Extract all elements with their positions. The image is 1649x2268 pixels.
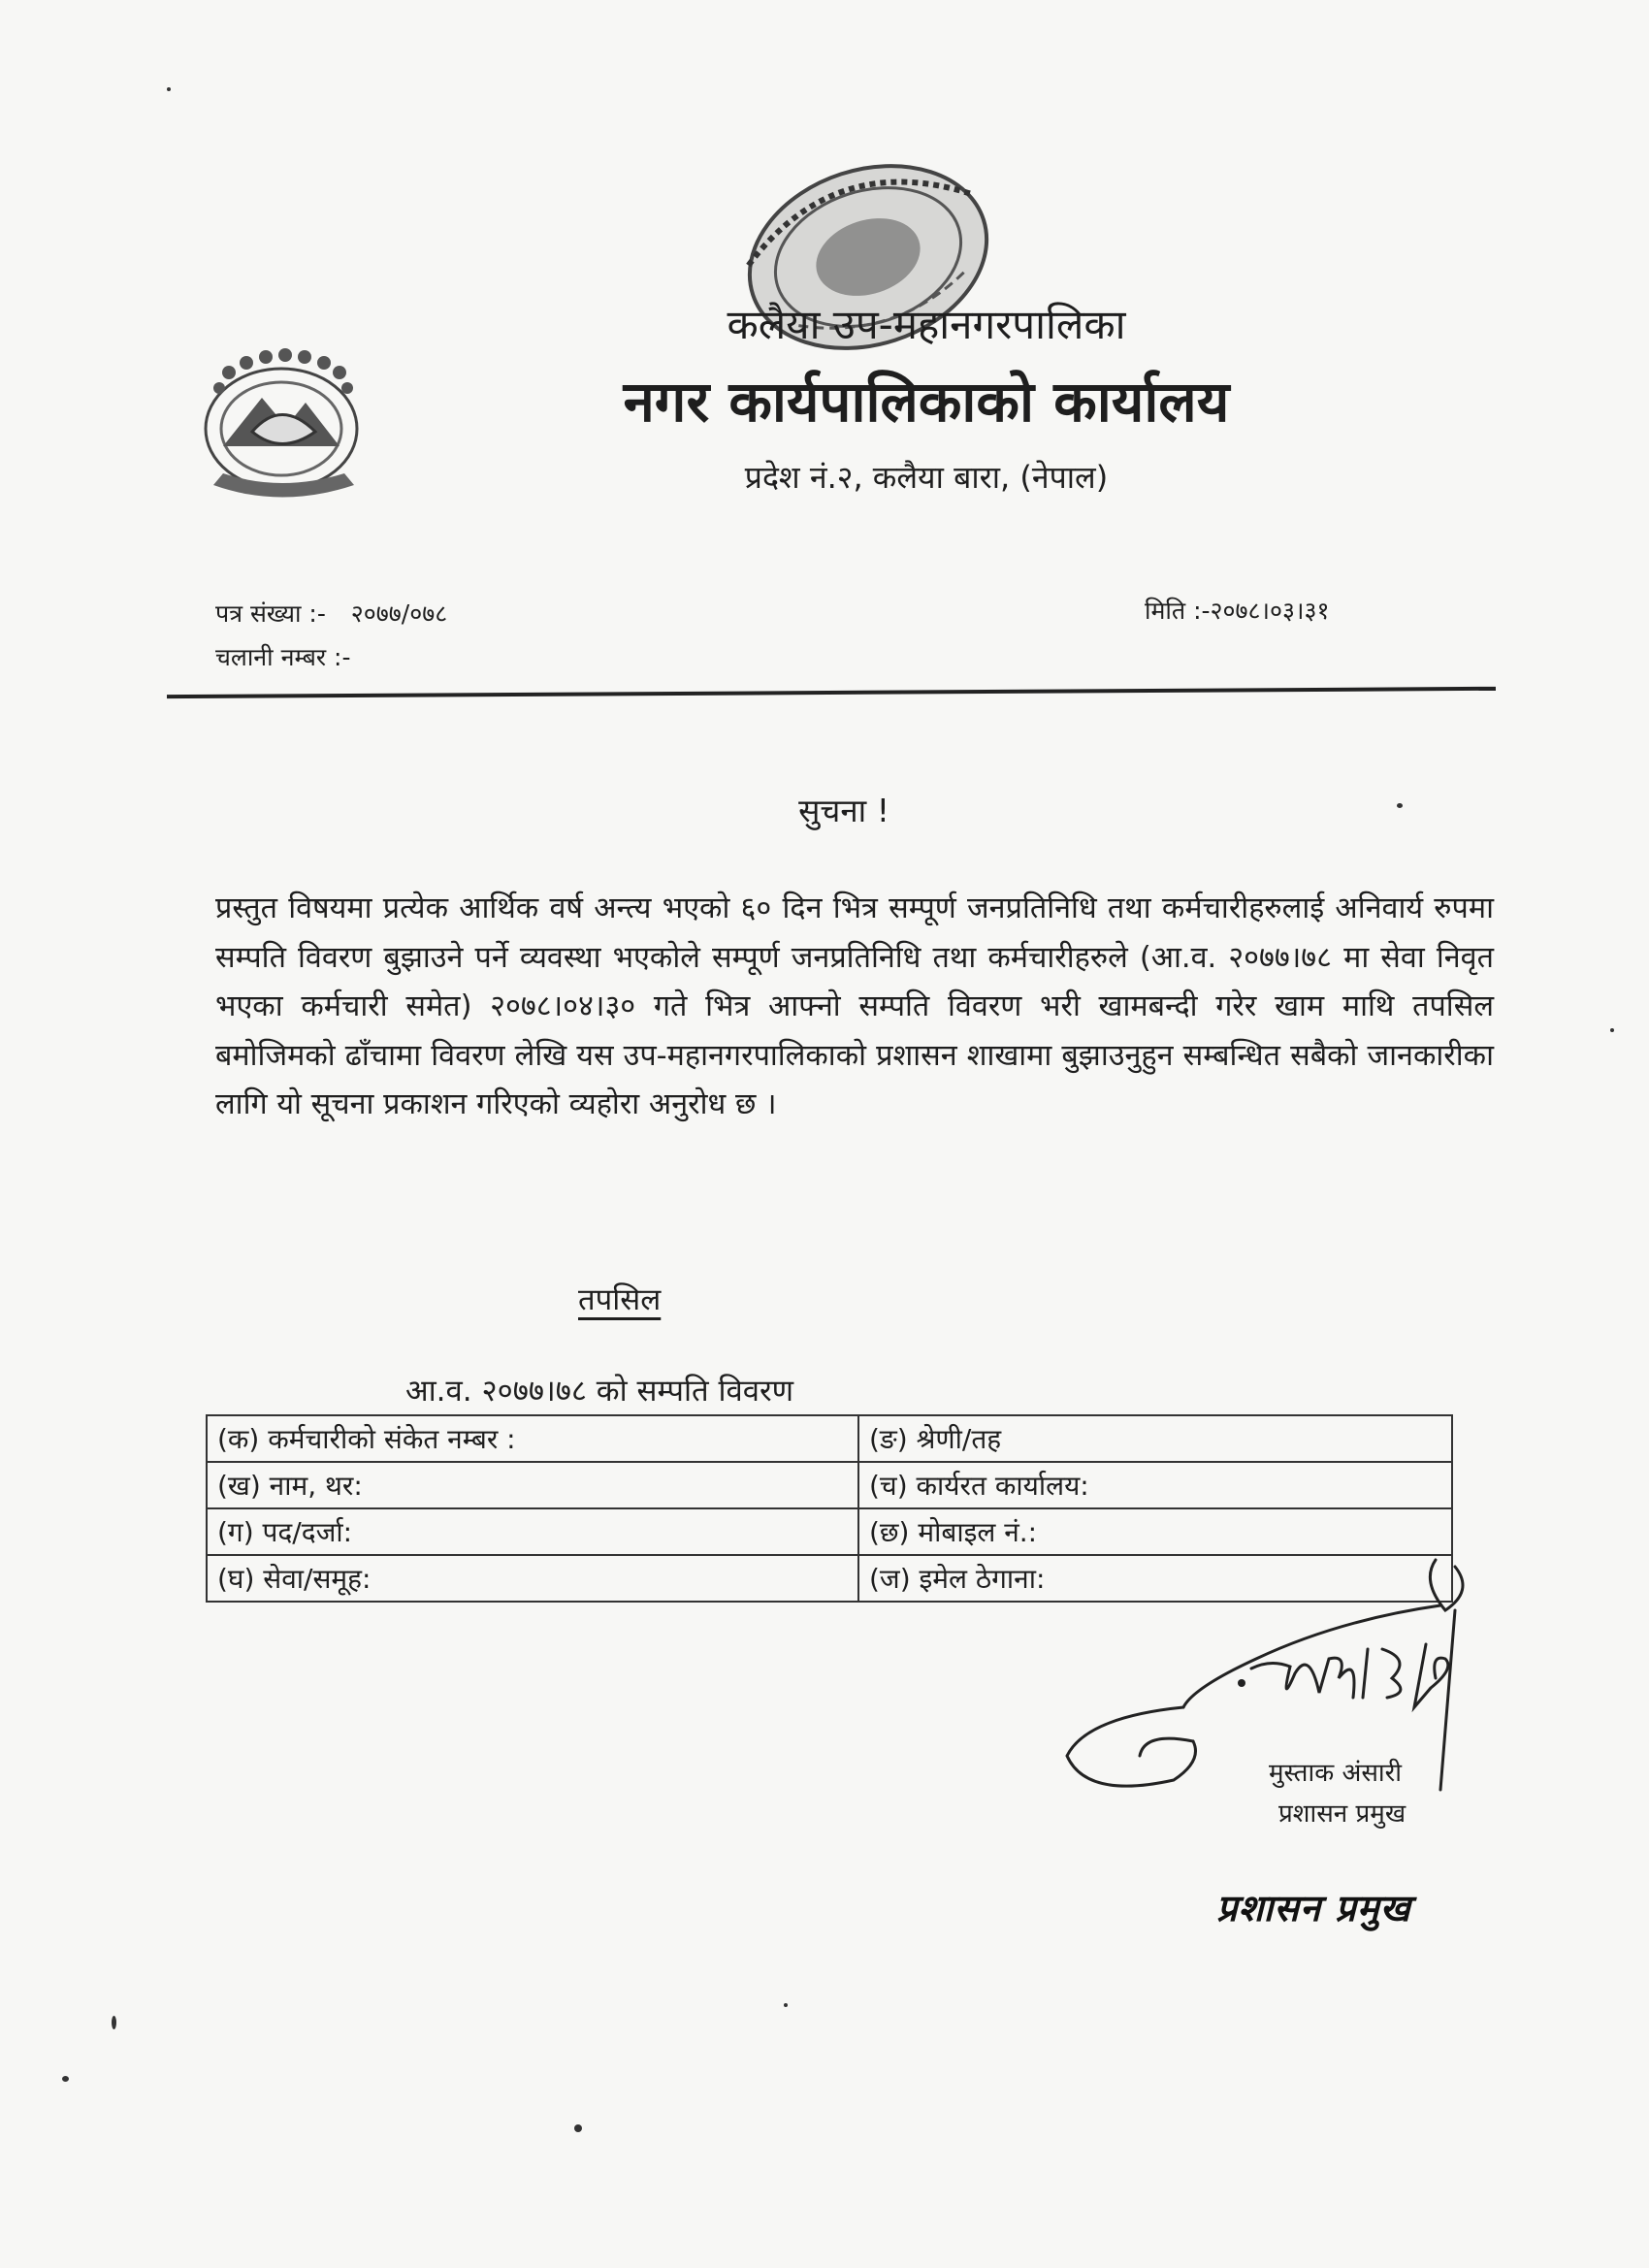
notice-body: प्रस्तुत विषयमा प्रत्येक आर्थिक वर्ष अन्त्य भएको ६० दिन भित्र सम्पूर्ण जनप्रतिनिधि तथा कर्मचारीहरुलाई अनिवार्य रुपमा सम्पति विवरण बुझाउने पर्ने व्यवस्था भएकोले सम्पूर्ण जनप्रतिनिधि तथा कर्मचारीहरुले (आ.व. २०७७।७८ मा सेवा निवृत भएका कर्मचारी समेत) २०७८।०४।३० गते भित्र आफ्नो सम्पति विवरण भरी खामबन्दी गरेर खाम माथि तपसिल बमोजिमको ढाँचामा विवरण लेखि यस उप-महानगरपालिकाको प्रशासन शाखामा बुझाउनुहुन सम्बन्धित सबैको जानकारीका लागि यो सूचना प्रकाशन गरिएको व्यहोरा अनुरोध छ । [215, 891, 1494, 1121]
letter-number-value: २०७७/०७८ [350, 599, 448, 628]
table-row [207, 1415, 1452, 1462]
table-row [207, 1462, 1452, 1508]
table-cell: (घ) सेवा/समूह: [207, 1555, 858, 1602]
table-cell: (क) कर्मचारीको संकेत नम्बर : [207, 1415, 858, 1462]
table-row [207, 1508, 1452, 1555]
letter-number-label: पत्र संख्या :- [215, 599, 326, 628]
table-cell: (ग) पद/दर्जा: [207, 1508, 858, 1555]
table-cell: (ङ) श्रेणी/तह [858, 1415, 1452, 1462]
scan-speck [62, 2076, 69, 2082]
letter-number-row [215, 597, 447, 630]
letter-date: मिति :-२०७८।०३।३१ [1145, 597, 1330, 625]
designation-stamp: प्रशासन प्रमुख [1216, 1887, 1411, 1929]
scan-speck [167, 87, 171, 91]
table-cell: (ख) नाम, थर: [207, 1462, 858, 1508]
table-cell: (ज) इमेल ठेगाना: [858, 1555, 1452, 1602]
header-divider [167, 687, 1496, 698]
scan-speck [784, 2003, 788, 2007]
scan-speck [1610, 1028, 1614, 1032]
dispatch-number-label: चलानी नम्बर :- [215, 643, 351, 671]
notice-heading: सुचना ! [798, 792, 889, 829]
scan-speck [574, 2124, 582, 2132]
table-caption: आ.व. २०७७।७८ को सम्पति विवरण [405, 1374, 794, 1409]
scan-speck [112, 2016, 116, 2029]
tapasil-heading: तपसिल [578, 1282, 662, 1317]
municipality-name: कलैया उप-महानगरपालिका [727, 301, 1126, 348]
office-address: प्रदेश नं.२, कलैया बारा, (नेपाल) [744, 459, 1109, 496]
scan-speck [1397, 803, 1403, 808]
table-cell: (छ) मोबाइल नं.: [858, 1508, 1452, 1555]
table-cell: (च) कार्यरत कार्यालय: [858, 1462, 1452, 1508]
signatory-title: प्रशासन प्रमुख [1278, 1799, 1406, 1829]
signatory-name: मुस्ताक अंसारी [1269, 1759, 1402, 1788]
office-title: नगर कार्यपालिकाको कार्यालय [623, 369, 1230, 435]
